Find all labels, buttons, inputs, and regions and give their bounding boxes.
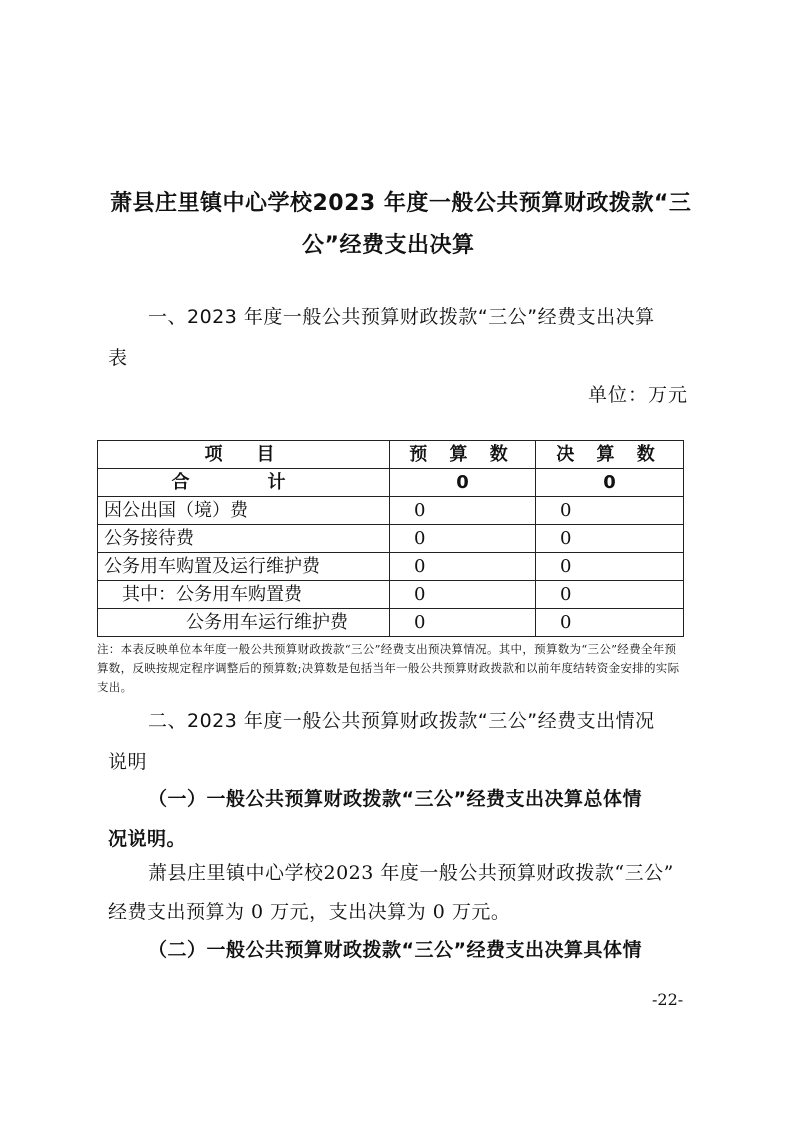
row-actual: 0 [536, 581, 684, 609]
table-row [98, 581, 684, 609]
row-label: 公务用车运行维护费 [98, 609, 390, 637]
row-label: 其中：公务用车购置费 [98, 581, 390, 609]
table-header-row [98, 441, 684, 469]
section1-heading-line2: 表 [108, 347, 128, 369]
subsection1-heading-line1: （一）一般公共预算财政拨款“三公”经费支出决算总体情 [148, 788, 642, 810]
table-row [98, 497, 684, 525]
table-row [98, 553, 684, 581]
section2-heading-line2: 说明 [108, 751, 148, 773]
table-total-row [98, 469, 684, 497]
total-budget: 0 [390, 469, 536, 497]
row-budget: 0 [390, 553, 536, 581]
table-row [98, 525, 684, 553]
row-actual: 0 [536, 609, 684, 637]
row-actual: 0 [536, 553, 684, 581]
paragraph1-line2: 经费支出预算为 0 万元，支出决算为 0 万元。 [108, 901, 511, 923]
expense-table [97, 440, 684, 637]
table-row [98, 609, 684, 637]
row-label: 因公出国（境）费 [98, 497, 390, 525]
row-label: 公务用车购置及运行维护费 [98, 553, 390, 581]
row-label: 公务接待费 [98, 525, 390, 553]
subsection1-heading-line2: 况说明。 [108, 828, 187, 850]
header-budget: 预 算 数 [390, 441, 536, 469]
table-note: 注：本表反映单位本年度一般公共预算财政拨款“三公”经费支出预决算情况。其中，预算数为“三公”经费全年预算数，反映按规定程序调整后的预算数;决算数是包括当年一般公共预算财政拨款和以前年度结转资金安排的实际支出。 [97, 642, 680, 694]
subsection2-heading: （二）一般公共预算财政拨款“三公”经费支出决算具体情 [148, 939, 642, 961]
unit-label: 单位：万元 [588, 384, 689, 406]
header-item: 项 目 [98, 441, 390, 469]
section2-heading-line1: 二、2023 年度一般公共预算财政拨款“三公”经费支出情况 [148, 710, 655, 732]
section1-heading-line1: 一、2023 年度一般公共预算财政拨款“三公”经费支出决算 [148, 306, 655, 328]
row-budget: 0 [390, 497, 536, 525]
total-label: 合 计 [98, 469, 390, 497]
header-actual: 决 算 数 [536, 441, 684, 469]
document-title-line2: 公”经费支出决算 [302, 233, 475, 258]
row-budget: 0 [390, 525, 536, 553]
row-budget: 0 [390, 581, 536, 609]
document-title-line1: 萧县庄里镇中心学校2023 年度一般公共预算财政拨款“三 [110, 191, 692, 216]
page-number: -22- [652, 990, 684, 1009]
total-actual: 0 [536, 469, 684, 497]
row-actual: 0 [536, 497, 684, 525]
row-actual: 0 [536, 525, 684, 553]
row-budget: 0 [390, 609, 536, 637]
paragraph1-line1: 萧县庄里镇中心学校2023 年度一般公共预算财政拨款“三公” [148, 862, 674, 884]
